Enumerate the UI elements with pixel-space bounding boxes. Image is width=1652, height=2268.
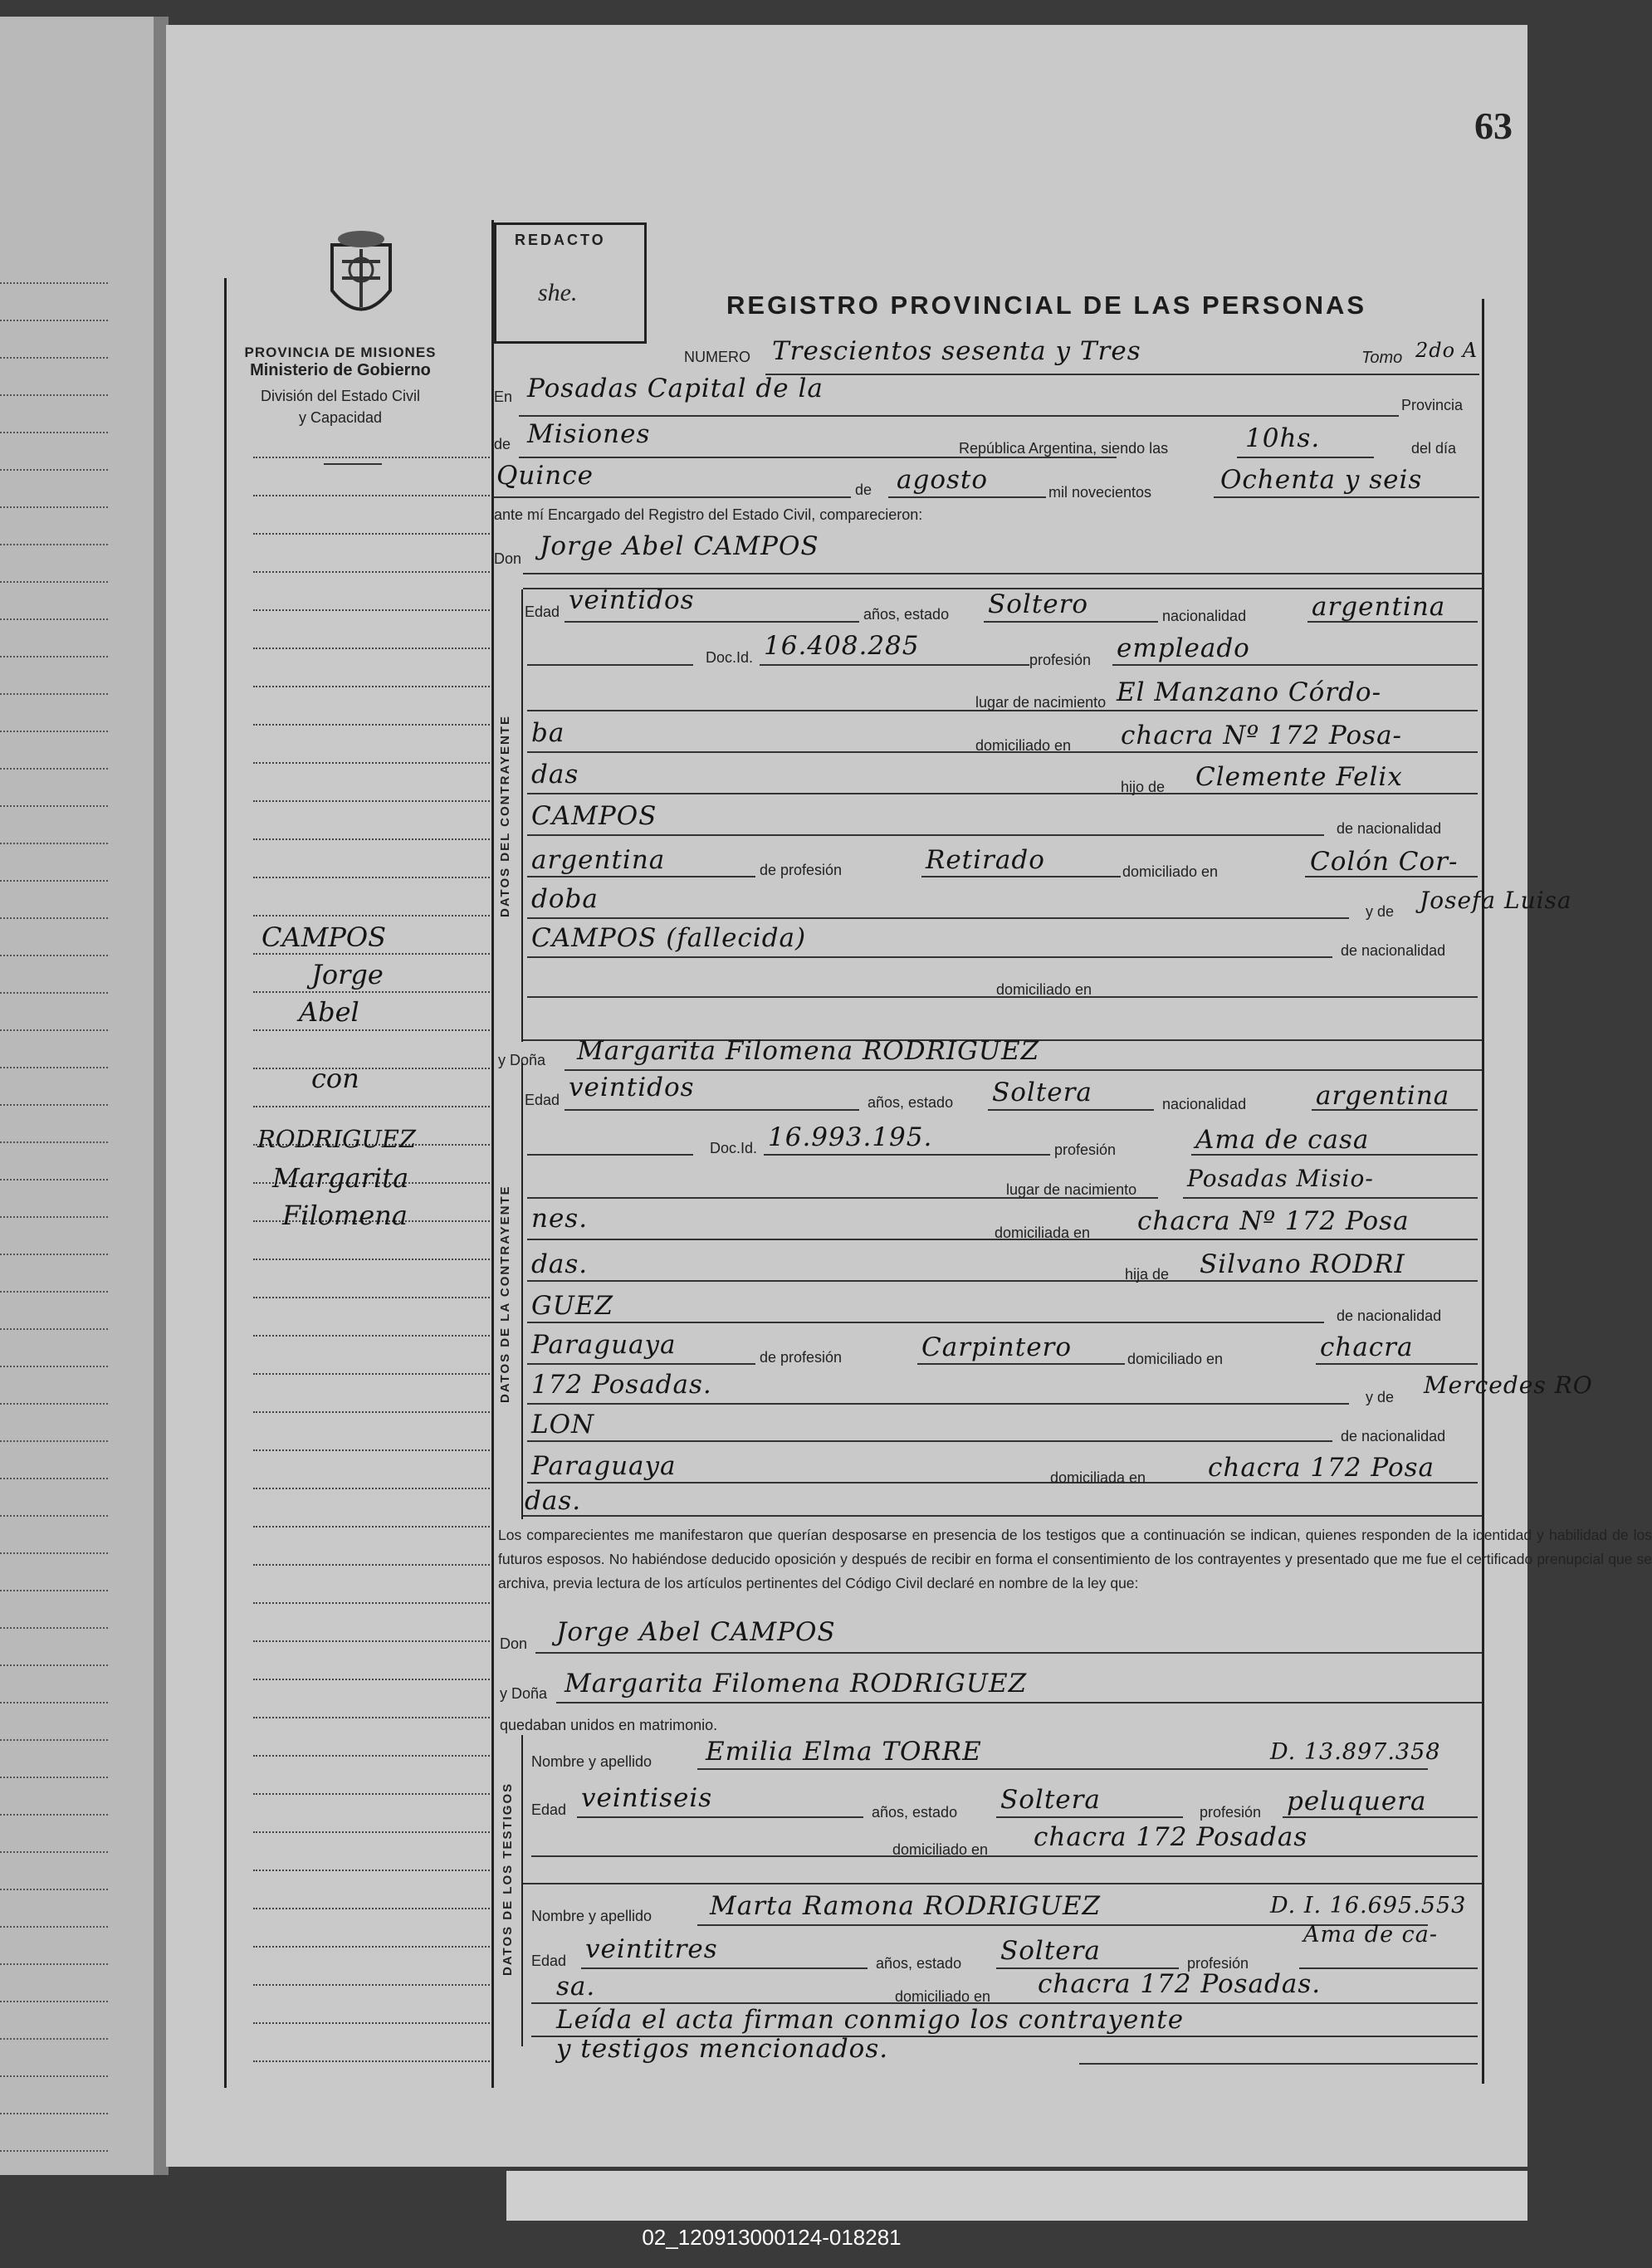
capacity-line: y Capacidad — [298, 409, 383, 426]
left-page-rule — [0, 880, 108, 882]
right-frame-line — [1482, 299, 1484, 2084]
t1-name-underline — [697, 1768, 1428, 1770]
prof-label: profesión — [1029, 652, 1092, 668]
left-page-rule — [0, 1814, 108, 1816]
groom-lugar-cont: ba — [531, 718, 565, 748]
bride-domicilio: chacra Nº 172 Posa — [1137, 1206, 1410, 1236]
margin-rule — [253, 457, 490, 458]
anio-value: Ochenta y seis — [1220, 465, 1423, 495]
republica-label: República Argentina, siendo las — [959, 440, 1169, 457]
legal-paragraph: Los comparecientes me manifestaron que querían desposarse en presencia de los testigos que a continuación se indican, quienes responden de la identidad y habilidad de los futuros esposos. No habiéndose deducido oposición y después de recibir en forma el consentimiento de los contrayentes y presentado que me fue el certificado prenupcial que se archiva, previa lectura de los artículos pertinentes del Código Civil declaré en nombre de la ley que: — [498, 1527, 1652, 1591]
groom-domicilio: chacra Nº 172 Posa- — [1121, 721, 1403, 750]
margin-rule — [253, 1335, 490, 1337]
margin-rule — [253, 1373, 490, 1375]
bride-nacionalidad: argentina — [1316, 1081, 1450, 1111]
padre-prof-label: de profesión — [760, 862, 843, 878]
left-page-rule — [0, 1254, 108, 1255]
t1-prof-label: profesión — [1200, 1804, 1262, 1821]
margin-rule — [253, 1908, 490, 1909]
b-dom-label: domiciliada en — [995, 1224, 1091, 1241]
de-label: de — [494, 436, 511, 452]
t2-edad-underline — [581, 1967, 868, 1969]
left-page-rule — [0, 1739, 108, 1741]
estado-underline — [984, 621, 1158, 623]
nac-label: nacionalidad — [1162, 608, 1247, 624]
padre-dom-label: domiciliado en — [1122, 863, 1219, 880]
groom-side-label: DATOS DEL CONTRAYENTE — [498, 715, 512, 917]
padre-prof-underline — [921, 876, 1121, 877]
decl-groom: Jorge Abel CAMPOS — [556, 1617, 836, 1647]
madre-nac-label: de nacionalidad — [1341, 942, 1446, 959]
bride-doc: 16.993.195. — [768, 1122, 933, 1152]
padre-dom2-underline — [527, 917, 1349, 919]
left-page-rule — [0, 693, 108, 695]
hora-underline — [1237, 457, 1374, 458]
groom-padre-dom-cont: doba — [531, 884, 599, 914]
bride-profesion: Ama de casa — [1195, 1125, 1370, 1155]
margin-rule — [253, 1793, 490, 1795]
province-name: PROVINCIA DE MISIONES — [244, 345, 437, 360]
division-name — [216, 385, 465, 428]
numero-underline — [765, 374, 1479, 375]
bride-padre-cont: GUEZ — [531, 1291, 614, 1321]
t2-edad-label: Edad — [531, 1953, 567, 1969]
dona-label: y Doña — [498, 1052, 546, 1068]
t2-prof-label: profesión — [1187, 1955, 1249, 1972]
groom-edad: veintidos — [569, 585, 695, 615]
mes-underline — [888, 496, 1046, 498]
b-padre-dom-underline — [1316, 1363, 1478, 1365]
decl-don-label: Don — [500, 1635, 528, 1652]
left-page-rule — [0, 506, 108, 508]
t2-anos-label: años, estado — [876, 1955, 962, 1972]
bride-madre-nac: Paraguaya — [531, 1451, 677, 1481]
en-label: En — [494, 389, 513, 405]
left-page-rule — [0, 581, 108, 583]
del-dia-label: del día — [1411, 440, 1457, 457]
b-padre-prof-label: de profesión — [760, 1349, 843, 1366]
b-madre-nac-label: de nacionalidad — [1341, 1428, 1446, 1444]
bride-name-underline — [565, 1069, 1482, 1071]
division-line: División del Estado Civil — [260, 388, 421, 404]
margin-rule — [253, 533, 490, 535]
t2-prof-underline — [1299, 1967, 1478, 1969]
b-prof-underline — [1191, 1154, 1478, 1156]
mes-value: agosto — [897, 465, 989, 495]
decl-dona-label: y Doña — [500, 1685, 548, 1702]
lugar-label: lugar de nacimiento — [975, 694, 1107, 711]
left-frame-line — [224, 278, 227, 2088]
witness-side-label: DATOS DE LOS TESTIGOS — [501, 1782, 515, 1976]
witness2-doc: D. I. 16.695.553 — [1270, 1893, 1467, 1919]
t1-edad-label: Edad — [531, 1801, 567, 1818]
b-doc-underline — [764, 1154, 1050, 1156]
left-page-rule — [0, 1104, 108, 1106]
b-padre-nac-underline — [527, 1363, 755, 1365]
hija-label: hija de — [1125, 1266, 1170, 1283]
margin-rule — [253, 1029, 490, 1031]
margin-rule — [253, 2022, 490, 2024]
left-page-rule — [0, 1403, 108, 1405]
y-de-label: y de — [1366, 903, 1395, 920]
ministry-name: Ministerio de Gobierno — [250, 361, 431, 379]
t1-prof-underline — [1283, 1816, 1478, 1818]
decl-bride: Margarita Filomena RODRIGUEZ — [565, 1669, 1028, 1699]
margin-rule — [253, 1259, 490, 1260]
groom-doc: 16.408.285 — [764, 631, 920, 661]
margin-rule — [253, 915, 490, 916]
b-padre2-underline — [527, 1322, 1324, 1323]
margin-rule — [253, 571, 490, 573]
bride-domicilio-cont: das. — [531, 1249, 589, 1279]
decl-bride-underline — [556, 1702, 1482, 1703]
margin-rule — [253, 838, 490, 840]
t1-estado-underline — [996, 1816, 1183, 1818]
witness1-estado: Soltera — [1000, 1785, 1101, 1815]
bride-side-label: DATOS DE LA CONTRAYENTE — [498, 1185, 512, 1403]
contrayenta-box-line — [521, 1063, 523, 1519]
left-page-rule — [0, 320, 108, 321]
margin-rule — [253, 762, 490, 764]
edad-label: Edad — [525, 604, 560, 620]
padre-nac-underline — [527, 876, 755, 877]
left-page-rule — [0, 357, 108, 359]
groom-name-underline — [523, 573, 1482, 574]
margin-rule — [253, 1068, 490, 1069]
margin-rule — [253, 1640, 490, 1642]
bride-lugar: Posadas Misio- — [1187, 1165, 1374, 1192]
closing-line-2: y testigos mencionados. — [556, 2034, 889, 2064]
hijo-label: hijo de — [1121, 779, 1166, 795]
ciudad-underline — [519, 415, 1399, 417]
padre-underline — [1191, 793, 1478, 794]
margin-rule — [253, 686, 490, 687]
left-page-rule — [0, 805, 108, 807]
left-page-rule — [0, 2038, 108, 2040]
left-page-rule — [0, 2113, 108, 2114]
provincia-label: Provincia — [1401, 397, 1464, 413]
groom-padre-prof: Retirado — [926, 845, 1045, 875]
margin-rule — [253, 877, 490, 878]
t1-edad-underline — [577, 1816, 863, 1818]
margin-groom-first: Jorge — [311, 959, 384, 990]
left-page-rule — [0, 768, 108, 770]
bride-lugar-cont: nes. — [531, 1204, 589, 1234]
margin-rule — [253, 1831, 490, 1833]
bride-edad: veintidos — [569, 1073, 695, 1102]
redacto-value: she. — [538, 279, 578, 306]
closing-line-1: Leída el acta firman conmigo los contrayente — [556, 2005, 1185, 2035]
issuer-block — [216, 345, 465, 428]
groom-estado: Soltero — [988, 589, 1089, 619]
ciudad-value: Posadas Capital de la — [527, 374, 824, 403]
margin-rule — [253, 1946, 490, 1948]
numero-label: NUMERO — [684, 349, 750, 365]
padre2-underline — [527, 834, 1324, 836]
inner-frame-line — [491, 220, 494, 2088]
t1-dom-underline — [1029, 1855, 1478, 1857]
b-prof-label: profesión — [1054, 1141, 1117, 1158]
doc-underline — [760, 664, 1029, 666]
bride-madre: Mercedes RO — [1424, 1371, 1593, 1399]
groom-padre: Clemente Felix — [1195, 762, 1403, 792]
left-page-rule — [0, 1478, 108, 1479]
left-page-rule — [0, 544, 108, 545]
b-madre-dom-underline — [1204, 1482, 1478, 1483]
madre-dom-underline — [1150, 996, 1478, 998]
madre2-underline — [527, 956, 1332, 958]
margin-rule — [253, 1679, 490, 1680]
left-page-rule — [0, 1926, 108, 1928]
left-page-rule — [0, 1291, 108, 1293]
de2-label: de — [855, 481, 872, 498]
margin-rule — [253, 609, 490, 611]
left-page-rule — [0, 1067, 108, 1068]
b-padre-underline — [1195, 1280, 1478, 1282]
margin-rule — [253, 1449, 490, 1451]
left-page-rule — [0, 1552, 108, 1554]
document-title: REGISTRO PROVINCIAL DE LAS PERSONAS — [726, 291, 1367, 320]
ante-label: ante mí Encargado del Registro del Estado Civil, comparecieron: — [494, 506, 923, 523]
left-page-rule — [0, 992, 108, 994]
testigos-box-line — [521, 1735, 523, 2046]
left-page-rule — [0, 282, 108, 284]
t2-nombre-label: Nombre y apellido — [531, 1908, 652, 1924]
margin-rule — [253, 1717, 490, 1718]
left-page-rule — [0, 843, 108, 844]
groom-domicilio-cont: das — [531, 760, 579, 789]
b-padre-dom-label: domiciliado en — [1127, 1351, 1224, 1367]
padre-nac-label: de nacionalidad — [1337, 820, 1442, 837]
margin-groom-middle: Abel — [299, 996, 359, 1028]
lugar-underline — [1112, 710, 1478, 711]
left-page-rule — [0, 394, 108, 396]
madre-dom-label: domiciliado en — [996, 981, 1092, 998]
page-number: 63 — [1474, 105, 1513, 147]
left-page-rule — [0, 1216, 108, 1218]
witness2-domicilio: chacra 172 Posadas. — [1038, 1969, 1322, 1999]
margin-rule — [253, 1488, 490, 1489]
b-anos-label: años, estado — [868, 1094, 954, 1111]
padre-dom-underline — [1305, 876, 1478, 877]
b-doc-label: Doc.Id. — [710, 1140, 758, 1156]
left-page — [0, 17, 162, 2175]
numero-value: Trescientos sesenta y Tres — [772, 336, 1141, 366]
left-page-rule — [0, 2075, 108, 2077]
register-page — [166, 25, 1652, 2167]
margin-bride-surname: RODRIGUEZ — [257, 1125, 417, 1153]
left-page-rule — [0, 2150, 108, 2152]
groom-padre-nac: argentina — [531, 845, 666, 875]
witness1-name: Emilia Elma TORRE — [706, 1737, 982, 1767]
divider — [324, 463, 382, 465]
margin-rule — [253, 1297, 490, 1298]
margin-rule — [253, 724, 490, 726]
left-page-rule — [0, 1851, 108, 1853]
b-edad-underline — [565, 1109, 859, 1111]
groom-padre-cont: CAMPOS — [531, 801, 657, 831]
groom-madre-cont: CAMPOS (fallecida) — [531, 923, 807, 953]
left-page-rule — [0, 1440, 108, 1442]
left-page-rule — [0, 469, 108, 471]
margin-rule — [253, 1526, 490, 1527]
redacto-box — [494, 222, 647, 344]
groom-name: Jorge Abel CAMPOS — [540, 531, 819, 561]
b-padre-prof-underline — [917, 1363, 1125, 1365]
edad-underline — [565, 621, 859, 623]
left-page-rule — [0, 1141, 108, 1143]
margin-rule — [253, 1602, 490, 1604]
margin-rule — [253, 800, 490, 802]
witness1-domicilio: chacra 172 Posadas — [1034, 1822, 1308, 1852]
b-lugar-underline — [1183, 1197, 1478, 1199]
b-nac-label: nacionalidad — [1162, 1096, 1247, 1112]
bride-madre-cont: LON — [531, 1410, 595, 1439]
left-page-rule — [0, 1963, 108, 1965]
nac-underline — [1307, 621, 1478, 623]
margin-rule — [253, 1411, 490, 1413]
left-page-rule — [0, 618, 108, 620]
margin-rule — [253, 495, 490, 496]
bride-box-bottom — [523, 1515, 1482, 1517]
bride-padre: Silvano RODRI — [1200, 1249, 1405, 1279]
left-page-rule — [0, 955, 108, 956]
margin-rule — [253, 2060, 490, 2062]
margin-rule — [253, 1870, 490, 1871]
dom-label: domiciliado en — [975, 737, 1072, 754]
bride-name: Margarita Filomena RODRIGUEZ — [577, 1036, 1040, 1066]
bride-estado: Soltera — [992, 1078, 1092, 1107]
margin-rule — [253, 953, 490, 955]
witness2-profesion: Ama de ca- — [1303, 1922, 1438, 1948]
margin-bride-middle: Filomena — [282, 1200, 408, 1231]
anio-underline — [1214, 496, 1479, 498]
decl-groom-underline — [535, 1652, 1482, 1654]
margin-con: con — [311, 1063, 359, 1094]
left-page-rule — [0, 1627, 108, 1629]
witness1-edad: veintiseis — [581, 1783, 713, 1813]
tomo-label: Tomo — [1361, 349, 1403, 367]
b-dom2-underline — [527, 1280, 1291, 1282]
groom-nacionalidad: argentina — [1312, 592, 1446, 622]
provincia-value: Misiones — [527, 419, 651, 449]
b-doc-pre-line — [527, 1154, 693, 1156]
bride-madre-dom-cont: das. — [525, 1486, 582, 1516]
margin-rule — [253, 1984, 490, 1986]
b-edad-label: Edad — [525, 1092, 560, 1108]
left-page-rule — [0, 1777, 108, 1778]
b-dom-underline — [1133, 1239, 1478, 1240]
witness1-profesion: peluquera — [1287, 1787, 1427, 1816]
left-page-rule — [0, 1702, 108, 1703]
mil-label: mil novecientos — [1048, 484, 1152, 501]
b-y-de-label: y de — [1366, 1389, 1395, 1405]
t1-anos-label: años, estado — [872, 1804, 958, 1821]
t2-dom-underline — [1034, 2002, 1478, 2004]
groom-padre-dom: Colón Cor- — [1310, 847, 1459, 877]
t2-dom-label: domiciliado en — [895, 1988, 991, 2005]
b-nac-underline — [1312, 1109, 1478, 1111]
margin-groom-surname: CAMPOS — [261, 921, 387, 953]
coat-of-arms-icon — [315, 224, 407, 332]
witness2-edad: veintitres — [585, 1934, 718, 1964]
closing-underline-2 — [1079, 2063, 1478, 2065]
witness-separator — [523, 1883, 1482, 1884]
margin-rule — [253, 991, 490, 993]
don-label: Don — [494, 550, 522, 567]
left-page-rule — [0, 1515, 108, 1517]
redacto-label: REDACTO — [515, 232, 606, 248]
left-page-rule — [0, 1029, 108, 1031]
dia-value: Quince — [496, 461, 594, 491]
left-page-rule — [0, 1328, 108, 1330]
witness2-estado: Soltera — [1000, 1936, 1101, 1966]
bride-padre-dom: chacra — [1320, 1332, 1414, 1362]
groom-profesion: empleado — [1117, 633, 1250, 663]
bride-padre-prof: Carpintero — [921, 1332, 1073, 1362]
margin-bride-first: Margarita — [272, 1162, 409, 1194]
left-page-rule — [0, 1664, 108, 1666]
groom-madre: Josefa Luisa — [1420, 887, 1572, 914]
bride-padre-dom-cont: 172 Posadas. — [531, 1370, 712, 1400]
doc-pre-line — [527, 664, 693, 666]
quedaban-text: quedaban unidos en matrimonio. — [500, 1717, 718, 1733]
left-page-rule — [0, 1590, 108, 1591]
witness2-name: Marta Ramona RODRIGUEZ — [710, 1891, 1101, 1921]
groom-lugar: El Manzano Córdo- — [1117, 677, 1382, 707]
t1-nombre-label: Nombre y apellido — [531, 1753, 652, 1770]
margin-rule — [253, 1106, 490, 1107]
left-page-rule — [0, 432, 108, 433]
dia-underline — [494, 496, 851, 498]
b-lugar-label: lugar de nacimiento — [1006, 1181, 1137, 1198]
b-madre-dom-label: domiciliada en — [1050, 1469, 1146, 1486]
t1-dom-label: domiciliado en — [892, 1841, 989, 1858]
bride-madre-dom: chacra 172 Posa — [1208, 1453, 1435, 1483]
left-page-rule — [0, 731, 108, 732]
left-page-rule — [0, 1179, 108, 1180]
witness1-doc: D. 13.897.358 — [1270, 1739, 1441, 1765]
contrayente-box-line — [521, 589, 523, 1042]
left-page-rule — [0, 1366, 108, 1367]
prof-underline — [1112, 664, 1478, 666]
bottom-page-edge — [506, 2171, 1527, 2221]
tomo-value: 2do A — [1415, 339, 1478, 362]
witness2-profesion-cont: sa. — [556, 1972, 596, 2002]
doc-label: Doc.Id. — [706, 649, 754, 666]
left-page-rule — [0, 656, 108, 657]
b-madre2-underline — [527, 1440, 1332, 1442]
image-caption: 02_120913000124-018281 — [642, 2225, 902, 2250]
bride-padre-nac: Paraguaya — [531, 1330, 677, 1360]
left-page-rule — [0, 1889, 108, 1890]
dom-underline — [1117, 751, 1478, 753]
margin-rule — [253, 648, 490, 649]
b-padre-dom2-underline — [527, 1403, 1349, 1405]
left-page-rule — [0, 2001, 108, 2002]
anos-label: años, estado — [863, 606, 950, 623]
b-estado-underline — [988, 1109, 1154, 1111]
margin-rule — [253, 1755, 490, 1757]
hora-value: 10hs. — [1245, 423, 1321, 453]
margin-rule — [253, 1564, 490, 1566]
b-padre-nac-label: de nacionalidad — [1337, 1308, 1442, 1324]
left-page-rule — [0, 917, 108, 919]
